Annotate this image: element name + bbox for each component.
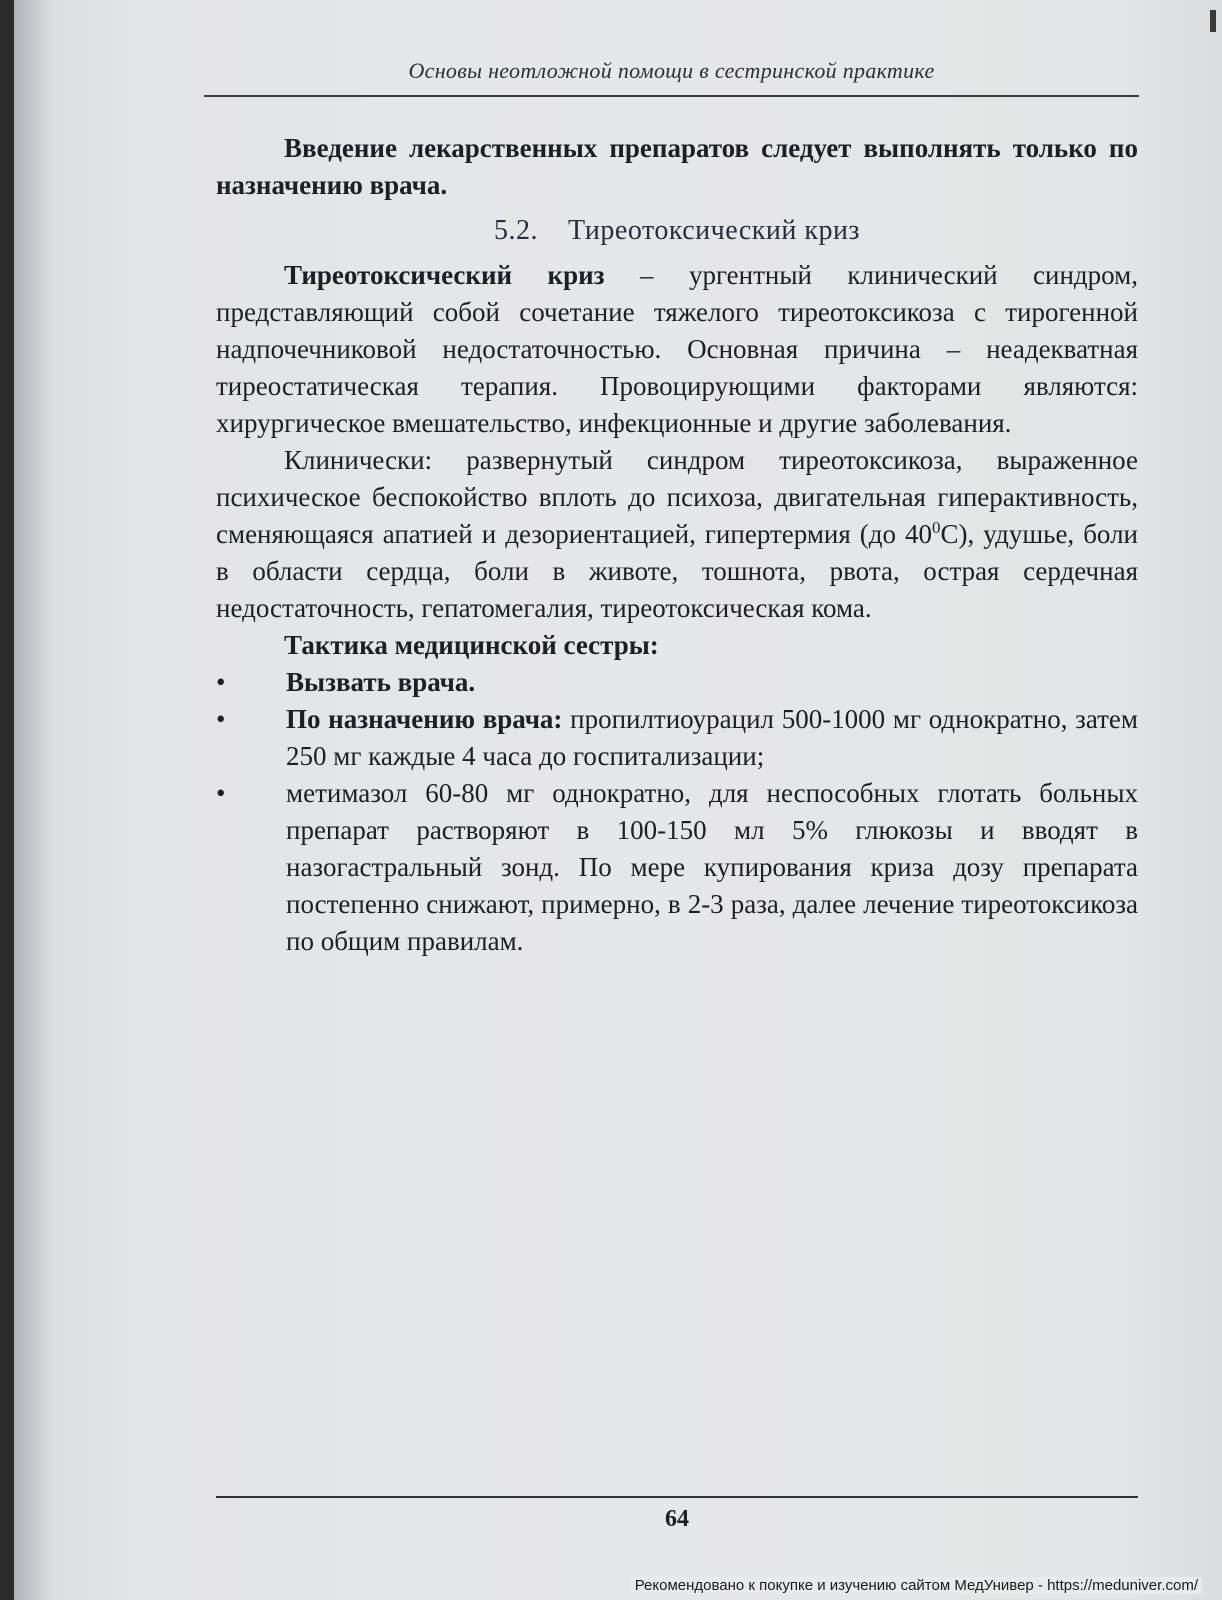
- tactics-heading: Тактика медицинской сестры:: [284, 630, 659, 660]
- clinic-text-b: С), удушье, боли в области сердца, боли в животе, тошнота, рвота, острая сердечная недостаточность, гепатомегалия, тиреотоксическая кома.: [216, 519, 1138, 623]
- intro-paragraph: Введение лекарственных препаратов следует выполнять только по назначению врача.: [216, 133, 1138, 200]
- list-item: [216, 775, 1138, 960]
- definition-paragraph: [216, 257, 1138, 442]
- bullet-icon: •: [216, 778, 226, 808]
- bullet-icon: •: [216, 667, 226, 697]
- definition-text: – ургентный клинический синдром, представляющий собой сочетание тяжелого тиреотоксикоза с тирогенной надпочечниковой недостаточностью. Основная причина – неадекватная тиреостатическая терапия. Провоцирующими факторами являются: хирургическое вмешательство, инфекционные и другие заболевания.: [216, 260, 1138, 438]
- tactics-list: [216, 664, 1138, 960]
- list-item: [216, 664, 1138, 701]
- section-heading: [216, 212, 1138, 249]
- clinic-text-a: Клинически: развернутый синдром тиреотоксикоза, выраженное психическое беспокойство вплоть до психоза, двигательная гиперактивность, сменяющаяся апатией и дезориентацией, гипертермия (до 40: [216, 445, 1138, 549]
- clinic-paragraph: [216, 442, 1138, 627]
- list-item: [216, 701, 1138, 775]
- page-content: [216, 130, 1138, 960]
- page-number: 64: [665, 1506, 689, 1532]
- corner-mark: [1210, 10, 1216, 32]
- book-page: [14, 0, 1222, 1600]
- watermark-link[interactable]: Рекомендовано к покупке и изучению сайтом МедУнивер - https://meduniver.com/: [631, 1577, 1202, 1594]
- definition-term: Тиреотоксический криз: [284, 260, 605, 290]
- bullet-icon: •: [216, 704, 226, 734]
- item2-bold: По назначению врача:: [286, 704, 563, 734]
- item1-bold: Вызвать врача.: [286, 667, 476, 697]
- header-rule: [204, 95, 1139, 97]
- footer-rule: [216, 1496, 1138, 1498]
- book-spine-shadow: [14, 0, 54, 1600]
- degree-superscript: 0: [932, 518, 941, 537]
- item3-text: метимазол 60-80 мг однократно, для неспособных глотать больных препарат растворяют в 100-150 мл 5% глюкозы и вводят в назогастральный зонд. По мере купирования криза дозу препарата постепенно снижают, примерно, в 2-3 раза, далее лечение тиреотоксикоза по общим правилам.: [286, 778, 1138, 956]
- running-header: Основы неотложной помощи в сестринской практике: [408, 58, 935, 83]
- section-number: 5.2.: [494, 215, 538, 246]
- item2-text: пропилтиоурацил 500-1000 мг однократно, затем 250 мг каждые 4 часа до госпитализации;: [286, 704, 1138, 771]
- section-title: Тиреотоксический криз: [568, 215, 860, 246]
